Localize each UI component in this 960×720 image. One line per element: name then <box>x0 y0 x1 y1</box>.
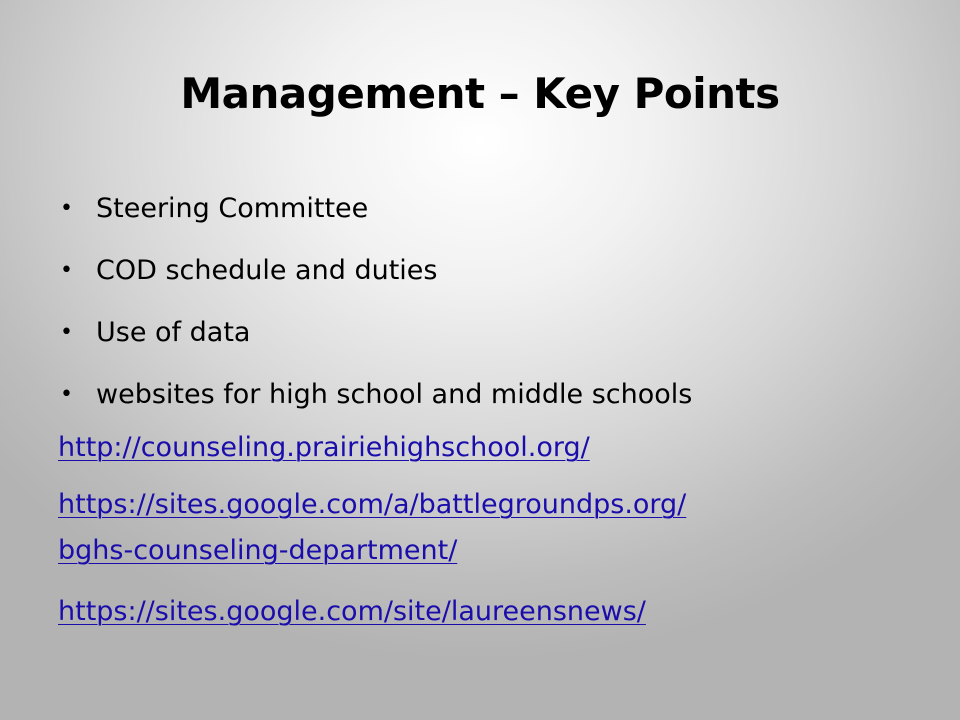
bullet-text: Use of data <box>96 317 251 348</box>
bullet-text: websites for high school and middle schools <box>96 379 693 410</box>
slide-title: Management – Key Points <box>180 69 780 118</box>
prairie-counseling-link[interactable]: http://counseling.prairiehighschool.org/ <box>58 432 590 463</box>
bullet-icon: • <box>60 320 73 345</box>
battleground-link-line1[interactable]: https://sites.google.com/a/battlegroundps.org/ <box>58 489 687 520</box>
list-item <box>58 302 918 364</box>
bullet-text: Steering Committee <box>96 193 369 224</box>
battleground-link-line2[interactable]: bghs-counseling-department/ <box>58 535 458 566</box>
list-item <box>58 178 918 240</box>
list-item <box>58 240 918 302</box>
bullet-text: COD schedule and duties <box>96 255 438 286</box>
bullet-list <box>58 178 918 426</box>
links-section <box>58 420 928 640</box>
bullet-icon: • <box>60 258 73 283</box>
bullet-icon: • <box>60 382 73 407</box>
laureens-news-link[interactable]: https://sites.google.com/site/laureensnews/ <box>58 596 646 627</box>
bullet-icon: • <box>60 196 73 221</box>
battleground-link-group[interactable] <box>58 482 928 574</box>
list-item <box>58 364 918 426</box>
